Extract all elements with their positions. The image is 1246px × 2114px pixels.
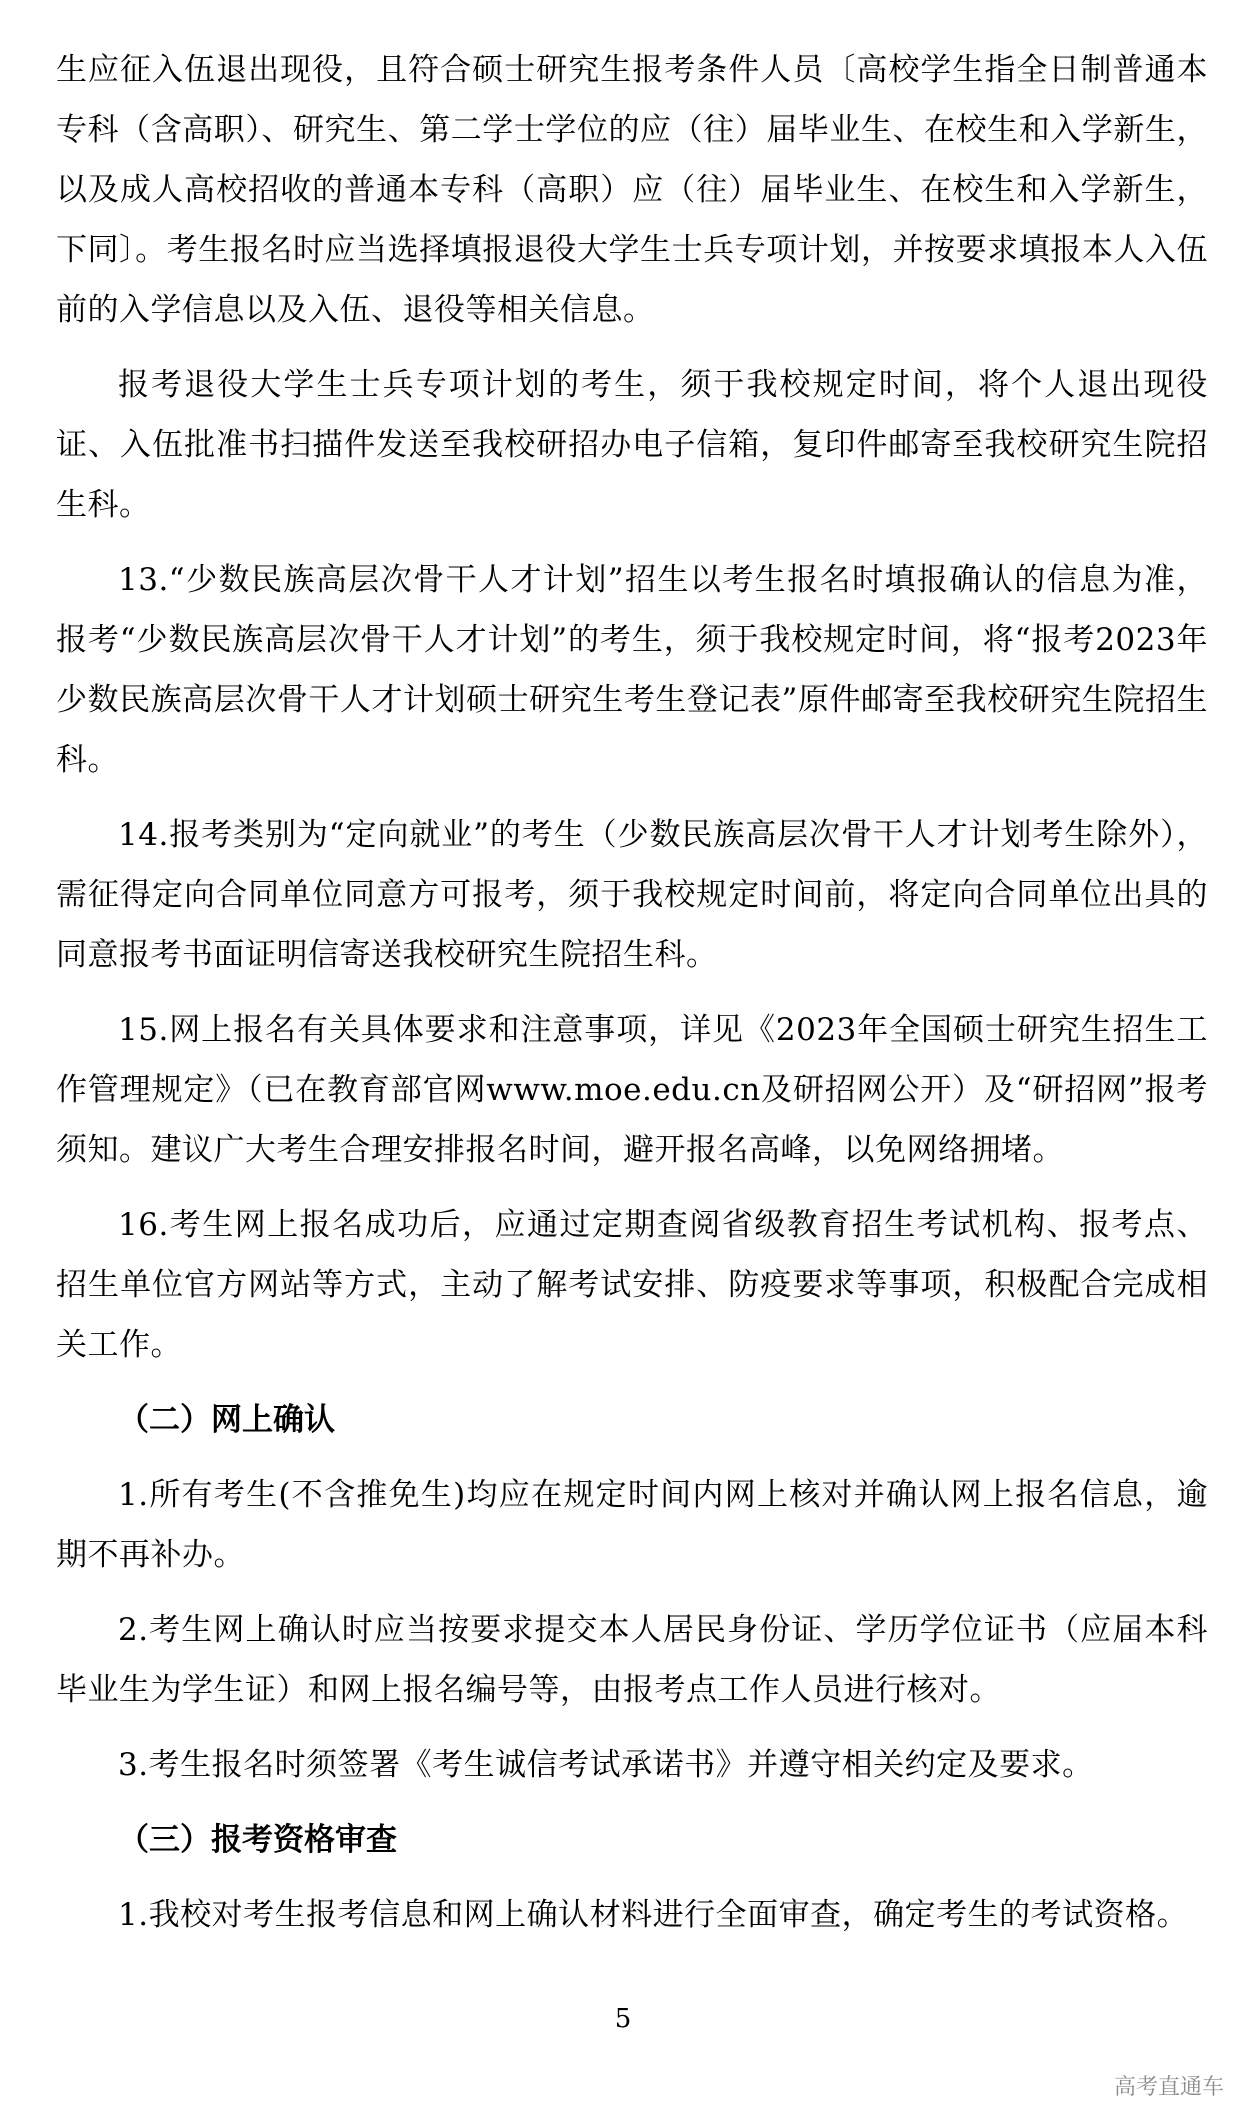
page-number: 5 bbox=[614, 2004, 632, 2034]
paragraph-item-15: 15.网上报名有关具体要求和注意事项，详见《2023年全国硕士研究生招生工作管理规定》（已在教育部官网www.moe.edu.cn及研招网公开）及“研招网”报考须知。建议广大考生合理安排报名时间，避开报名高峰，以免网络拥堵。 bbox=[56, 1012, 1208, 1168]
section-heading-online-confirmation: （二）网上确认 bbox=[118, 1402, 335, 1438]
paragraph-confirm-1: 1.所有考生(不含推免生)均应在规定时间内网上核对并确认网上报名信息，逾期不再补办。 bbox=[56, 1477, 1208, 1573]
paragraph-veteran-materials: 报考退役大学生士兵专项计划的考生，须于我校规定时间，将个人退出现役证、入伍批准书扫描件发送至我校研招办电子信箱，复印件邮寄至我校研究生院招生科。 bbox=[56, 367, 1208, 523]
paragraph-review-1: 1.我校对考生报考信息和网上确认材料进行全面审查，确定考生的考试资格。 bbox=[118, 1897, 1189, 1933]
paragraph-item-14: 14.报考类别为“定向就业”的考生（少数民族高层次骨干人才计划考生除外），需征得定向合同单位同意方可报考，须于我校规定时间前，将定向合同单位出具的同意报考书面证明信寄送我校研究生院招生科。 bbox=[56, 817, 1208, 973]
watermark: 高考直通车 bbox=[1113, 2075, 1224, 2100]
paragraph-item-13: 13.“少数民族高层次骨干人才计划”招生以考生报名时填报确认的信息为准，报考“少数民族高层次骨干人才计划”的考生，须于我校规定时间，将“报考2023年少数民族高层次骨干人才计划硕士研究生考生登记表”原件邮寄至我校研究生院招生科。 bbox=[56, 562, 1208, 778]
section-heading-qualification-review: （三）报考资格审查 bbox=[118, 1822, 397, 1858]
paragraph-continuation: 生应征入伍退出现役，且符合硕士研究生报考条件人员〔高校学生指全日制普通本专科（含高职）、研究生、第二学士学位的应（往）届毕业生、在校生和入学新生，以及成人高校招收的普通本专科（高职）应（往）届毕业生、在校生和入学新生，下同〕。考生报名时应当选择填报退役大学生士兵专项计划，并按要求填报本人入伍前的入学信息以及入伍、退役等相关信息。 bbox=[56, 52, 1208, 328]
paragraph-confirm-2: 2.考生网上确认时应当按要求提交本人居民身份证、学历学位证书（应届本科毕业生为学生证）和网上报名编号等，由报考点工作人员进行核对。 bbox=[56, 1612, 1208, 1708]
paragraph-confirm-3: 3.考生报名时须签署《考生诚信考试承诺书》并遵守相关约定及要求。 bbox=[118, 1747, 1094, 1783]
paragraph-item-16: 16.考生网上报名成功后，应通过定期查阅省级教育招生考试机构、报考点、招生单位官方网站等方式，主动了解考试安排、防疫要求等事项，积极配合完成相关工作。 bbox=[56, 1207, 1208, 1363]
document-body bbox=[56, 40, 1208, 1960]
